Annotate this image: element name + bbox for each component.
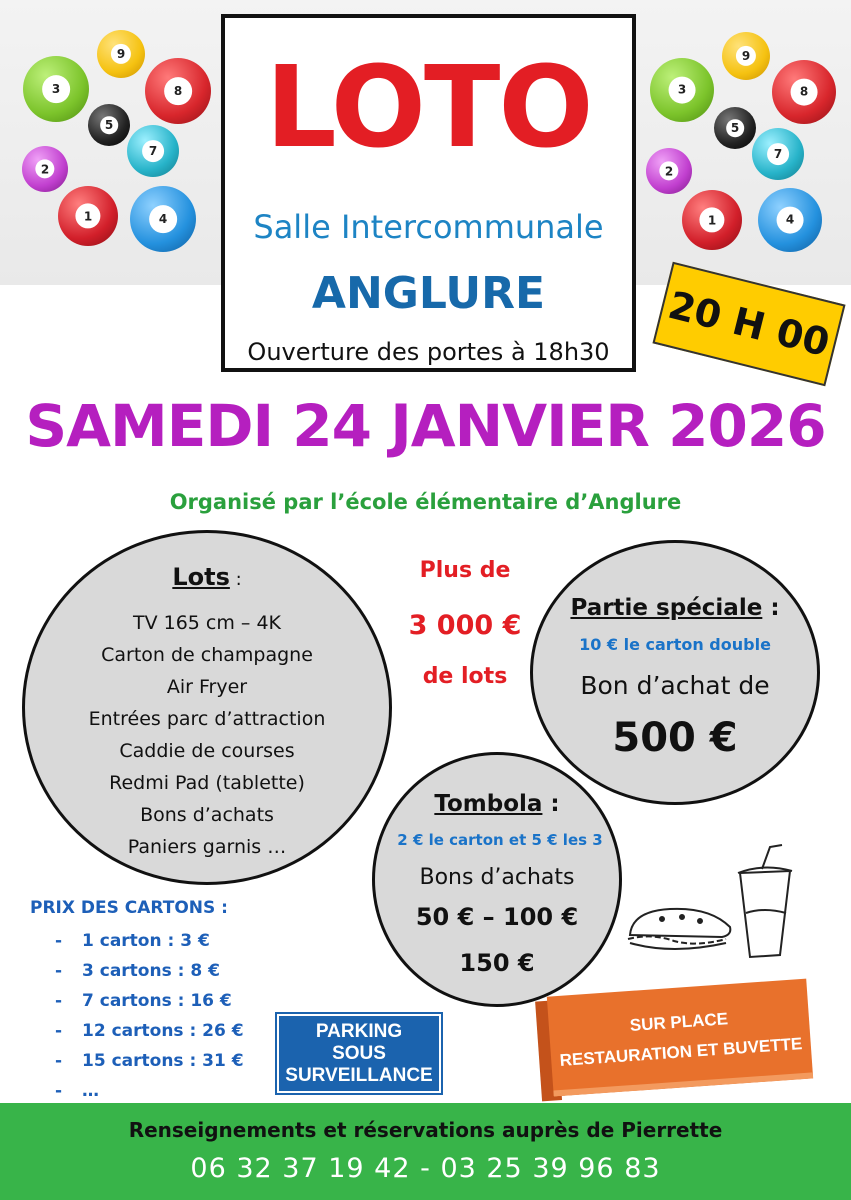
ball-number: 8 [164, 77, 192, 105]
ball-3-icon [23, 56, 89, 122]
parking-line-1: PARKING [315, 1020, 403, 1042]
billiard-balls-left [0, 0, 220, 260]
partie-title: Partie spéciale [570, 595, 763, 621]
ball-8-icon [772, 60, 836, 124]
tombola-title: Tombola [434, 791, 543, 817]
event-title: LOTO [265, 43, 592, 173]
ball-number: 4 [149, 205, 177, 233]
lots-circle [22, 530, 392, 885]
partie-prize-label: Bon d’achat de [580, 671, 770, 700]
card-prices-title: PRIX DES CARTONS : [30, 898, 228, 918]
ball-5-icon [88, 104, 130, 146]
ball-number: 7 [142, 140, 164, 162]
sign-face [547, 979, 813, 1097]
ball-2-icon [646, 148, 692, 194]
footer [0, 1103, 851, 1200]
ball-number: 5 [100, 116, 118, 134]
ball-9-icon [97, 30, 145, 78]
sandwich-and-drink-icon [622, 843, 802, 963]
buvette-line-2: RESTAURATION ET BUVETTE [559, 1034, 803, 1071]
card-prices-list [30, 926, 244, 1106]
tombola-price: 2 € le carton et 5 € les 3 [397, 831, 603, 849]
price-item: … [82, 1081, 99, 1101]
dash-icon: - [55, 1021, 63, 1041]
ball-1-icon [58, 186, 118, 246]
list-item: Caddie de courses [119, 740, 295, 762]
dash-icon: - [55, 931, 63, 951]
ball-number: 1 [699, 207, 724, 232]
ball-4-icon [758, 188, 822, 252]
price-item: 15 cartons : 31 € [82, 1051, 244, 1071]
plus-de-label: Plus de [419, 558, 511, 583]
ball-4-icon [130, 186, 196, 252]
partie-speciale-circle [530, 540, 820, 805]
price-item: 1 carton : 3 € [82, 931, 210, 951]
list-item: Redmi Pad (tablette) [109, 772, 305, 794]
tombola-heading [375, 791, 619, 817]
ball-2-icon [22, 146, 68, 192]
ball-7-icon [127, 125, 179, 177]
lots-title: Lots [172, 563, 230, 591]
doors-opening: Ouverture des portes à 18h30 [247, 338, 610, 366]
contact-info: Renseignements et réservations auprès de Pierrette [128, 1118, 723, 1142]
phone-numbers: 06 32 37 19 42 - 03 25 39 96 83 [190, 1153, 661, 1184]
partie-prize-value: 500 € [612, 715, 738, 761]
title-box [221, 14, 636, 372]
ball-number: 9 [736, 46, 756, 66]
tombola-prize-label: Bons d’achats [419, 865, 575, 890]
price-item: 7 cartons : 16 € [82, 991, 232, 1011]
ball-number: 2 [659, 161, 678, 180]
list-item [30, 956, 244, 986]
ball-7-icon [752, 128, 804, 180]
ball-number: 7 [767, 143, 789, 165]
town-name: ANGLURE [311, 268, 546, 319]
ball-number: 4 [777, 207, 804, 234]
ball-number: 5 [726, 119, 744, 137]
ball-number: 1 [75, 203, 100, 228]
lots-colon: : [229, 569, 242, 590]
lots-heading [25, 563, 389, 591]
buvette-line-1: SUR PLACE [629, 1009, 729, 1036]
plus-amount: 3 000 € [408, 610, 522, 641]
ball-5-icon [714, 107, 756, 149]
lots-list [25, 607, 389, 863]
ball-9-icon [722, 32, 770, 80]
ball-3-icon [650, 58, 714, 122]
list-item [30, 1076, 244, 1106]
list-item [30, 926, 244, 956]
dash-icon: - [55, 961, 63, 981]
dash-icon: - [55, 991, 63, 1011]
billiard-balls-right [640, 0, 851, 260]
list-item [30, 1046, 244, 1076]
list-item: Air Fryer [166, 676, 248, 698]
list-item: TV 165 cm – 4K [132, 612, 282, 634]
list-item: Carton de champagne [101, 644, 313, 666]
price-item: 12 cartons : 26 € [82, 1021, 244, 1041]
list-item [30, 1016, 244, 1046]
partie-heading [533, 595, 817, 621]
ball-number: 3 [42, 75, 70, 103]
partie-colon: : [762, 595, 780, 621]
list-item [30, 986, 244, 1016]
card-prices [30, 898, 244, 1106]
list-item: Entrées parc d’attraction [88, 708, 326, 730]
ball-number: 2 [35, 159, 54, 178]
tombola-circle [372, 752, 622, 1007]
organizer-line: Organisé par l’école élémentaire d’Anglure [169, 490, 682, 514]
dash-icon: - [55, 1051, 63, 1071]
price-item: 3 cartons : 8 € [82, 961, 220, 981]
ball-number: 3 [669, 77, 696, 104]
event-date: SAMEDI 24 JANVIER 2026 [25, 392, 826, 460]
ball-8-icon [145, 58, 211, 124]
list-item: Bons d’achats [140, 804, 274, 826]
tombola-colon: : [542, 791, 560, 817]
list-item: Paniers garnis … [127, 836, 287, 858]
parking-line-3: SURVEILLANCE [285, 1064, 433, 1086]
de-lots-label: de lots [422, 664, 508, 689]
restauration-buvette-sign [534, 973, 813, 1104]
partie-price: 10 € le carton double [579, 635, 771, 654]
ball-number: 8 [791, 79, 818, 106]
start-time-badge: 20 H 00 [652, 262, 845, 387]
venue-name: Salle Intercommunale [253, 208, 604, 246]
ball-number: 9 [111, 44, 131, 64]
ball-1-icon [682, 190, 742, 250]
tombola-prize-values-1: 50 € – 100 € [415, 903, 579, 931]
dash-icon: - [55, 1081, 63, 1101]
tombola-prize-values-2: 150 € [459, 949, 535, 977]
parking-sign [277, 1014, 441, 1093]
parking-line-2: SOUS [332, 1042, 386, 1064]
